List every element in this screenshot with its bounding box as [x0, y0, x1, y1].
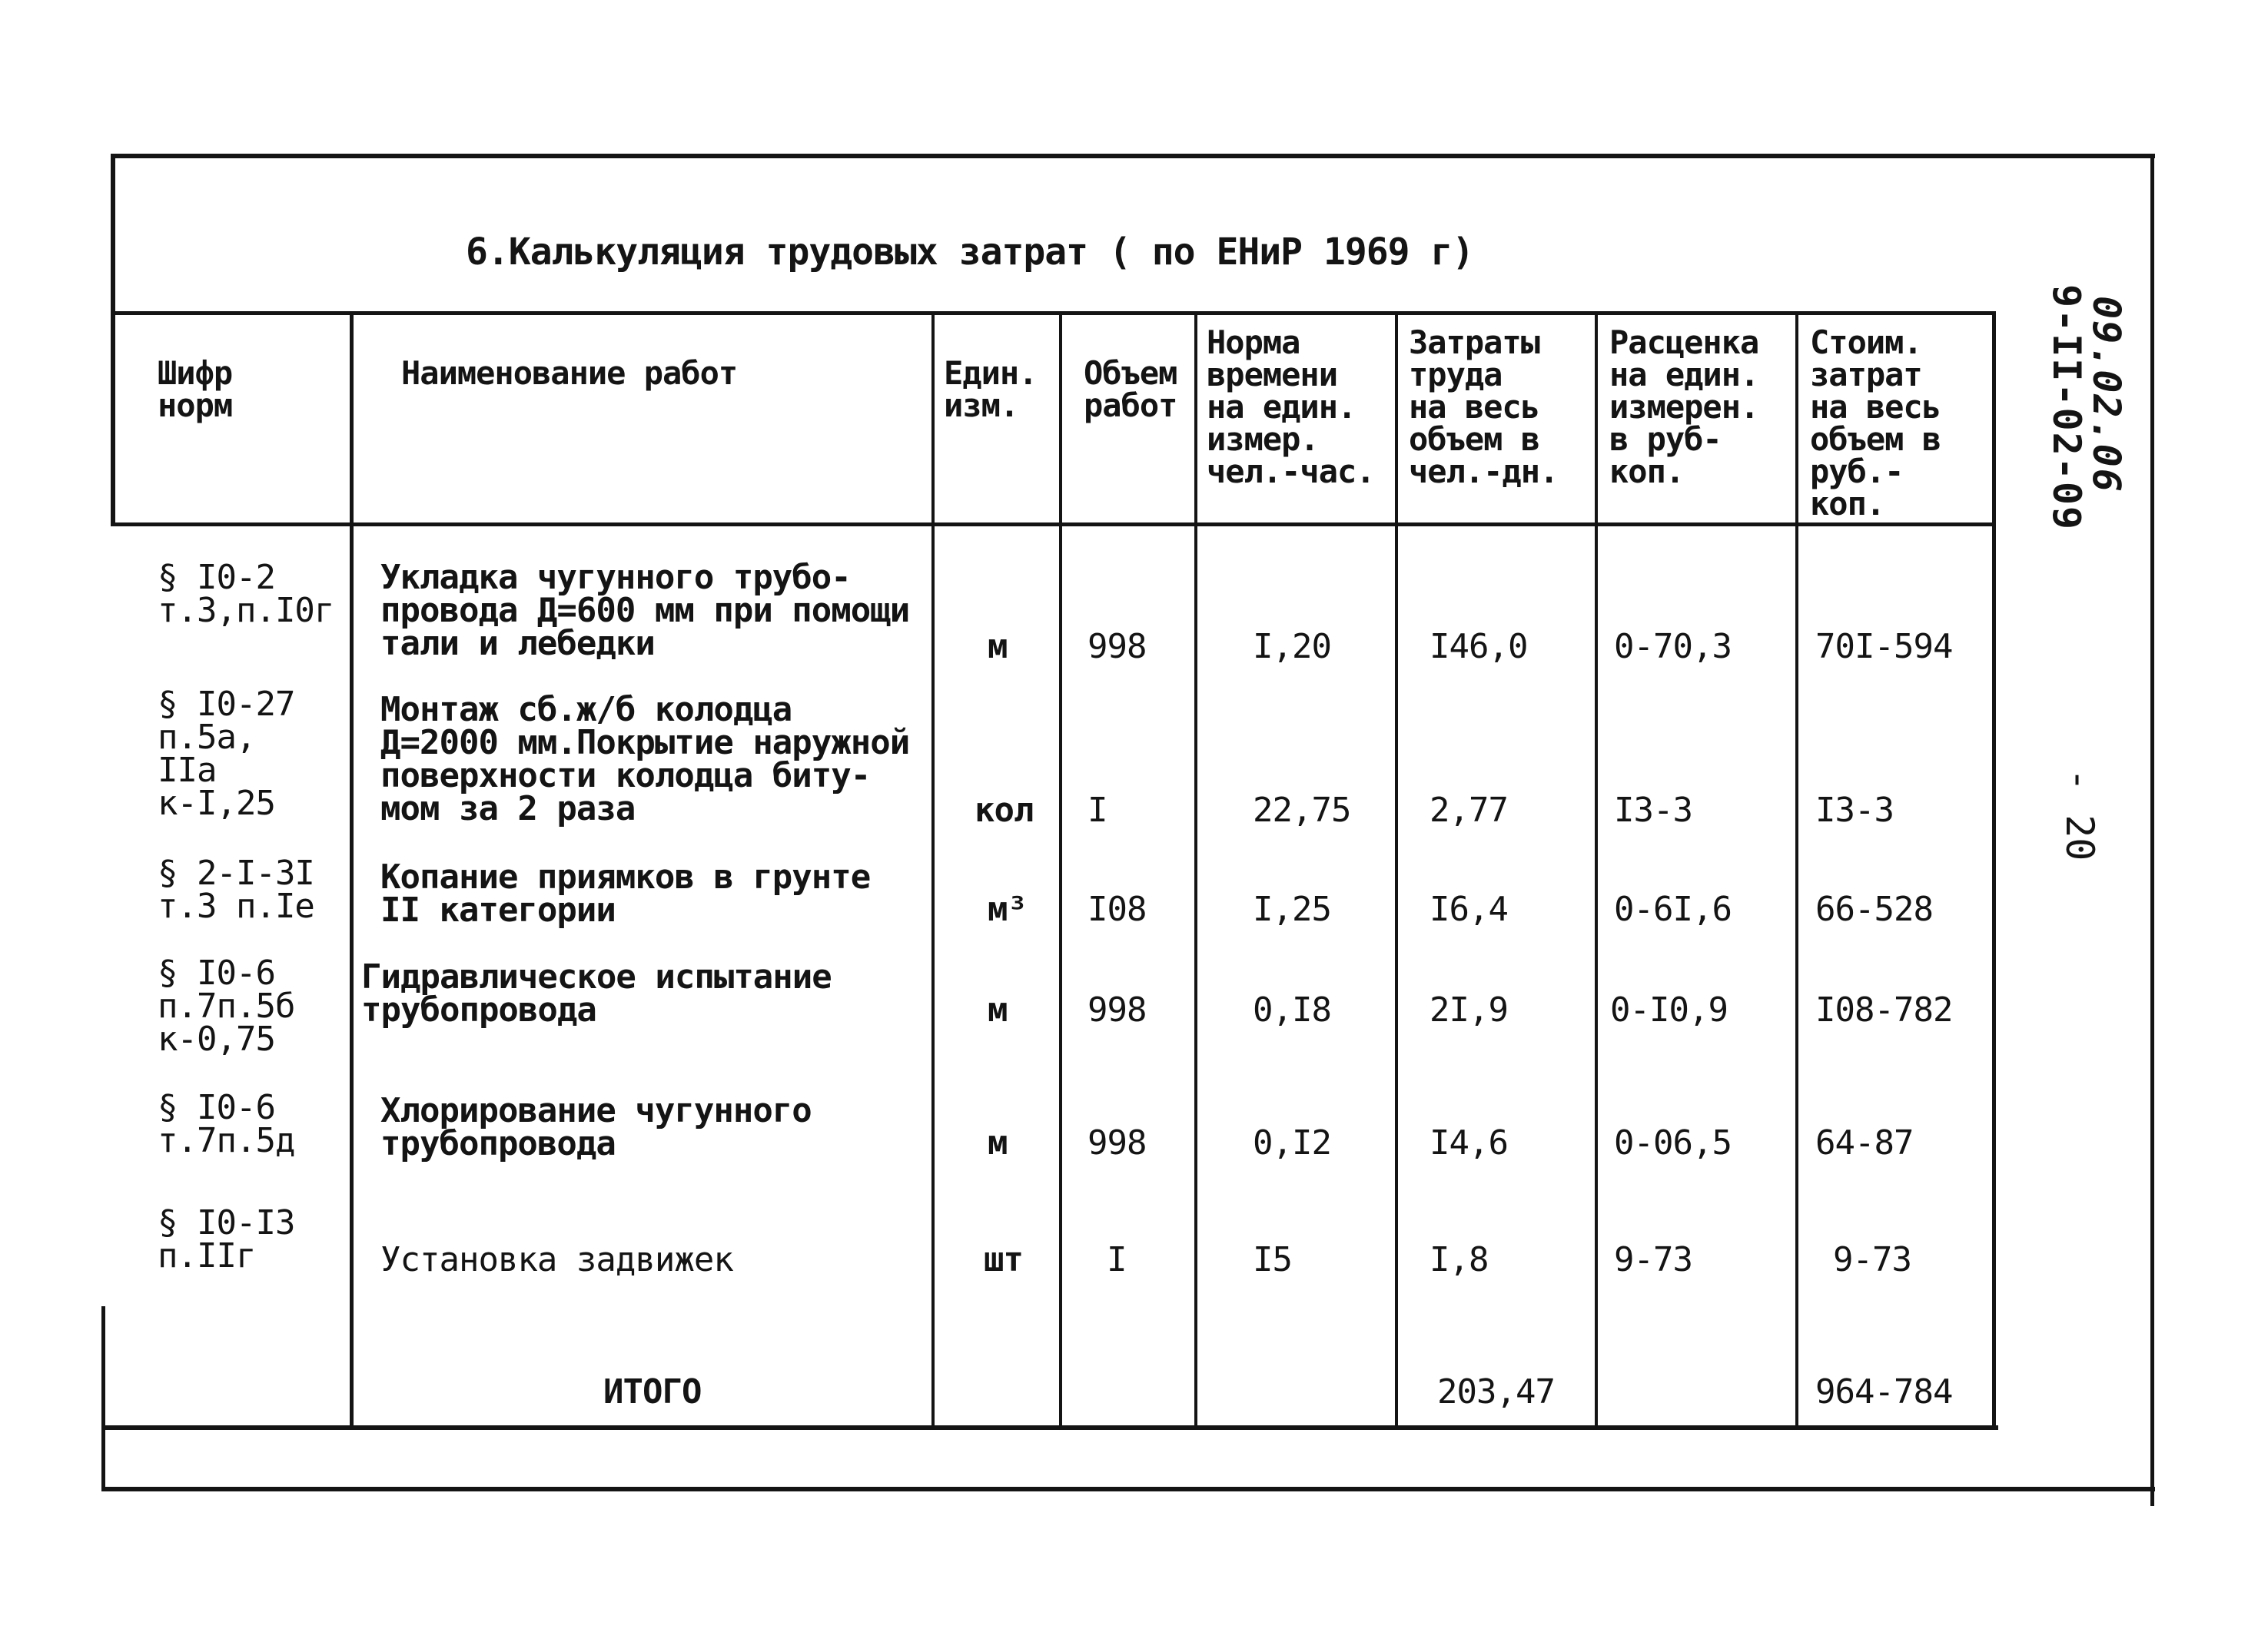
header-work-name: Наименование работ	[401, 354, 738, 392]
row-5-unit: м	[988, 1123, 1008, 1163]
row-3-volume: I08	[1087, 890, 1147, 929]
total-labor: 203,47	[1437, 1372, 1555, 1411]
row-6-cost: 9-73	[1833, 1240, 1911, 1279]
row-4-cost: I08-782	[1815, 990, 1953, 1030]
row-3-name: Копание приямков в грунте II категории	[380, 858, 871, 930]
table-bottom-line	[101, 1425, 1998, 1430]
header-code: Шифр норм	[158, 354, 233, 424]
row-4-name: Гидравлическое испытание трубопровода	[361, 957, 832, 1030]
side-code-secondary: 9-II-02-09	[2044, 284, 2089, 532]
header-rate: Расценка на един. измерен. в руб- коп.	[1609, 323, 1759, 490]
column-divider-5	[1395, 311, 1398, 1429]
total-label: ИТОГО	[603, 1372, 702, 1411]
row-3-rate: 0-6I,6	[1614, 890, 1732, 929]
row-3-unit: м³	[988, 890, 1027, 929]
row-6-rate: 9-73	[1614, 1240, 1692, 1279]
row-1-unit: м	[988, 627, 1008, 666]
row-6-unit: шт	[984, 1240, 1023, 1279]
frame-right-border	[2150, 154, 2154, 1506]
row-3-code: § 2-I-3I т.3 п.Iе	[158, 854, 314, 926]
column-divider-7	[1795, 311, 1798, 1429]
row-2-code: § I0-27 п.5а, IIа к-I,25	[158, 685, 295, 823]
row-3-norm: I,25	[1253, 890, 1331, 929]
header-cost: Стоим. затрат на весь объем в руб.- коп.	[1810, 323, 1941, 522]
row-5-volume: 998	[1087, 1123, 1147, 1163]
row-2-norm: 22,75	[1253, 791, 1351, 830]
row-5-code: § I0-6 т.7п.5д	[158, 1088, 295, 1160]
row-1-volume: 998	[1087, 627, 1147, 666]
header-labor: Затраты труда на весь объем в чел.-дн.	[1409, 323, 1559, 490]
frame-bottom-border	[101, 1487, 2155, 1491]
row-5-rate: 0-06,5	[1614, 1123, 1732, 1163]
row-1-name: Укладка чугунного трубо- провода Д=600 мм при помощи тали и лебедки	[380, 558, 910, 663]
side-code-primary: 09.02.06	[2084, 296, 2129, 493]
row-1-norm: I,20	[1253, 627, 1331, 666]
row-5-name: Хлорирование чугунного трубопровода	[380, 1091, 812, 1163]
row-5-labor: I4,6	[1430, 1123, 1508, 1163]
row-1-code: § I0-2 т.3,п.I0г	[158, 558, 334, 630]
column-divider-6	[1595, 311, 1598, 1429]
row-2-name: Монтаж сб.ж/б колодца Д=2000 мм.Покрытие наружной поверхности колодца биту- мом за 2 раза	[380, 690, 910, 828]
row-1-rate: 0-70,3	[1614, 627, 1732, 666]
frame-left-lower-border	[101, 1306, 105, 1491]
row-2-unit: кол	[975, 791, 1034, 830]
row-2-volume: I	[1087, 791, 1107, 830]
table-top-line	[111, 311, 1994, 315]
row-2-rate: I3-3	[1614, 791, 1692, 830]
row-4-volume: 998	[1087, 990, 1147, 1030]
row-6-name: Установка задвижек	[380, 1240, 733, 1279]
row-3-labor: I6,4	[1430, 890, 1508, 929]
row-5-cost: 64-87	[1815, 1123, 1914, 1163]
document-title: 6.Калькуляция трудовых затрат ( по ЕНиР 1969 г)	[466, 231, 1474, 274]
row-4-unit: м	[988, 990, 1008, 1030]
row-6-norm: I5	[1253, 1240, 1292, 1279]
row-2-labor: 2,77	[1430, 791, 1508, 830]
header-unit: Един. изм.	[944, 354, 1038, 424]
column-divider-4	[1194, 311, 1197, 1429]
column-divider-3	[1059, 311, 1062, 1429]
row-4-labor: 2I,9	[1430, 990, 1508, 1030]
row-5-norm: 0,I2	[1253, 1123, 1331, 1163]
row-6-code: § I0-I3 п.IIг	[158, 1203, 295, 1275]
frame-top-border	[111, 154, 2155, 158]
row-4-norm: 0,I8	[1253, 990, 1331, 1030]
row-4-rate: 0-I0,9	[1610, 990, 1728, 1030]
frame-left-border	[111, 154, 115, 522]
row-1-cost: 70I-594	[1815, 627, 1953, 666]
row-6-volume: I	[1107, 1240, 1127, 1279]
column-divider-1	[350, 311, 354, 1429]
row-1-labor: I46,0	[1430, 627, 1528, 666]
total-cost: 964-784	[1815, 1372, 1953, 1411]
column-divider-2	[931, 311, 935, 1429]
header-time-norm: Норма времени на един. измер. чел.-час.	[1207, 323, 1375, 490]
row-6-labor: I,8	[1430, 1240, 1489, 1279]
row-2-cost: I3-3	[1815, 791, 1894, 830]
row-3-cost: 66-528	[1815, 890, 1933, 929]
column-divider-8	[1992, 311, 1996, 1429]
header-volume: Объем работ	[1084, 354, 1177, 424]
page-number: - 20	[2057, 768, 2102, 861]
row-4-code: § I0-6 п.7п.5б к-0,75	[158, 954, 295, 1059]
table-header-bottom-line	[111, 522, 1994, 526]
